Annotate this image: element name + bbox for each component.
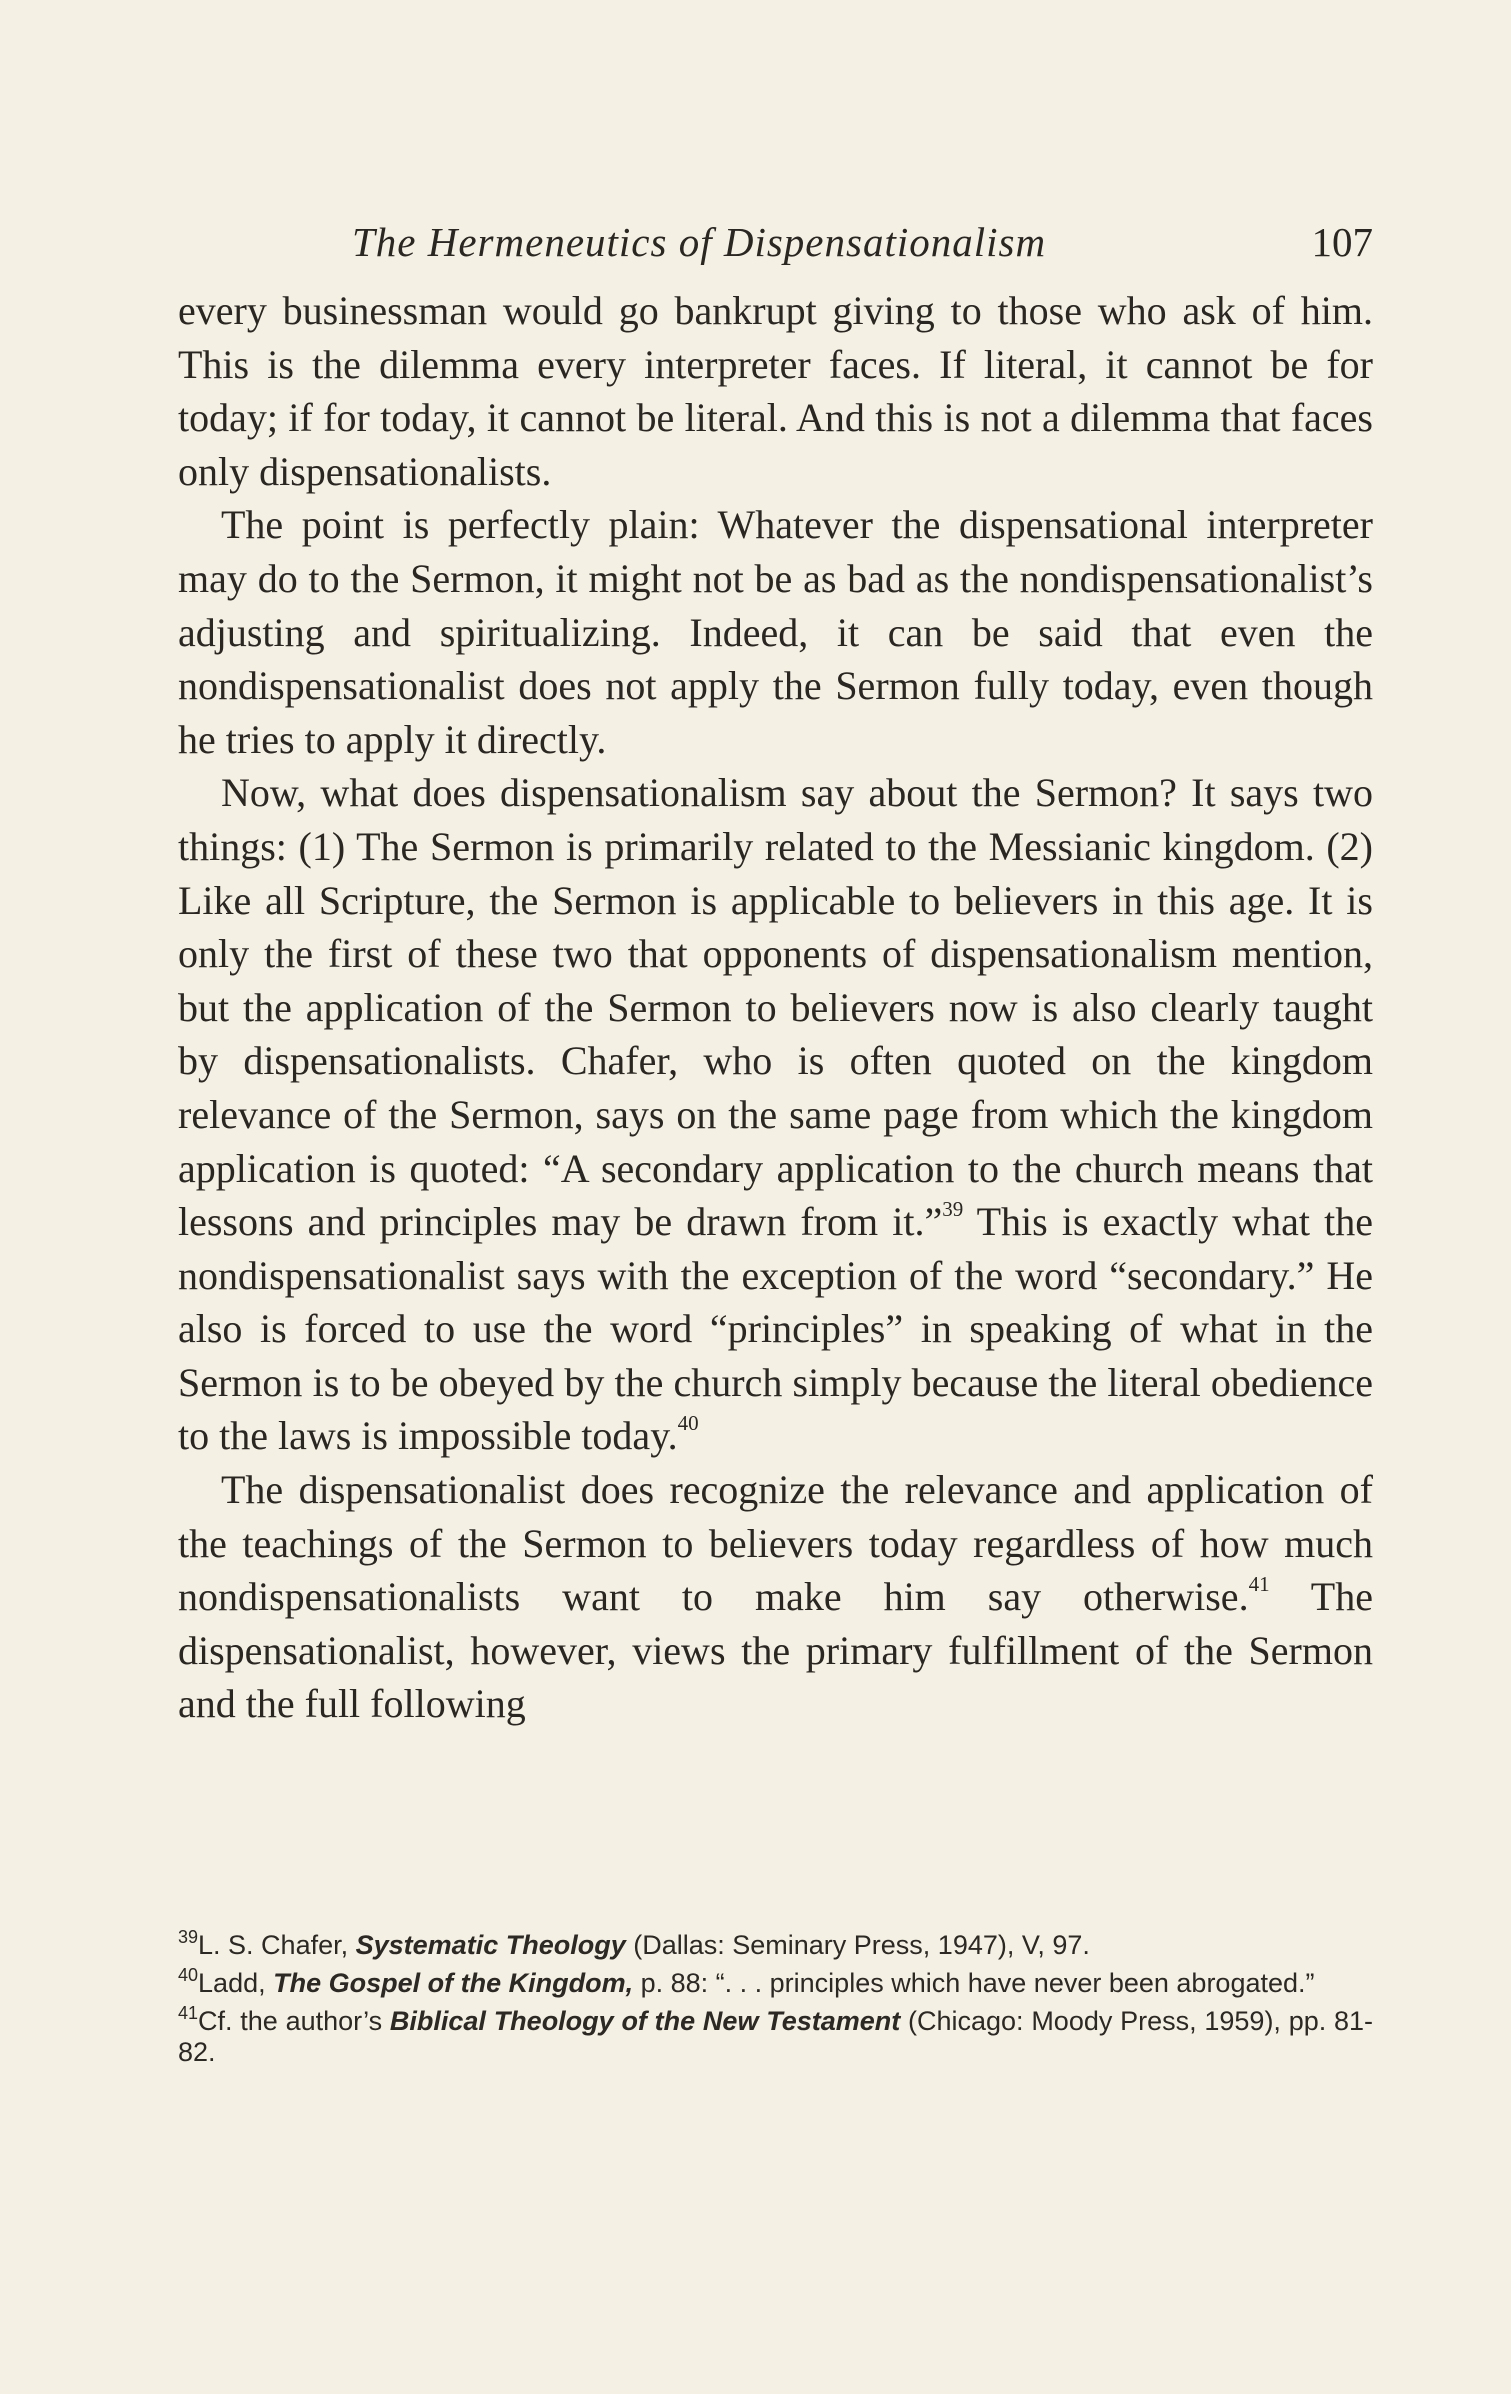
- page-number: 107: [1311, 219, 1373, 265]
- paragraph-3: [178, 766, 1373, 1463]
- footnote-ref-41: 41: [1248, 1572, 1270, 1597]
- paragraph-1: every businessman would go bankrupt giving to those who ask of him. This is the dilemma every interpreter faces. If literal, it cannot be for today; if for today, it cannot be literal. And this is not a dilemma that faces only dispensationalists.: [178, 288, 1373, 494]
- paragraph-3-text-b: This is exactly what the nondispensationalist says with the exception of the word “secondary.” He also is forced to use the word “principles” in speaking of what in the Sermon is to be obeyed by the church simply because the literal obedience to the laws is impossible today.: [178, 1199, 1373, 1459]
- footnote-ref-40: 40: [677, 1411, 699, 1436]
- footnote-39: [178, 1927, 1373, 1961]
- footnote-41-post: (Chicago: Moody Press, 1959), pp. 81-82.: [178, 2006, 1374, 2067]
- footnote-39-pre: L. S. Chafer,: [198, 1930, 356, 1960]
- footnote-39-title: Systematic Theology: [355, 1930, 626, 1960]
- body-text: [178, 284, 1373, 1731]
- footnote-39-number: 39: [178, 1927, 199, 1947]
- footnote-ref-39: 39: [942, 1197, 964, 1222]
- footnote-40-pre: Ladd,: [198, 1968, 274, 1998]
- footnotes: [178, 1927, 1374, 2075]
- running-title: The Hermeneutics of Dispensationalism: [352, 219, 1047, 265]
- footnote-40-title: The Gospel of the Kingdom,: [273, 1968, 634, 1998]
- paragraph-4-text-a: The dispensationalist does recognize the relevance and application of the teachings of the Sermon to believers today regardless of how much nondispensationalists want to make him say otherwise.: [178, 1467, 1373, 1620]
- footnote-40: [178, 1965, 1373, 1999]
- page-header: [178, 210, 1373, 274]
- paragraph-4-text-b: The dispensationalist, however, views the primary fulfillment of the Sermon and the full following: [178, 1574, 1373, 1727]
- footnote-41: [178, 2003, 1374, 2068]
- footnote-40-number: 40: [178, 1965, 199, 1985]
- paragraph-4: [178, 1463, 1373, 1731]
- footnote-41-title: Biblical Theology of the New Testament: [389, 2006, 901, 2036]
- footnote-41-pre: Cf. the author’s: [198, 2006, 390, 2036]
- footnote-40-post: p. 88: “. . . principles which have never been abrogated.”: [633, 1968, 1315, 1998]
- footnote-39-post: (Dallas: Seminary Press, 1947), V, 97.: [625, 1930, 1090, 1960]
- paragraph-3-text-a: Now, what does dispensationalism say about the Sermon? It says two things: (1) The Sermon is primarily related to the Messianic kingdom. (2) Like all Scripture, the Sermon is applicable to believers in this age. It is only the first of these two that opponents of dispensationalism mention, but the application of the Sermon to believers now is also clearly taught by dispensationalists. Chafer, who is often quoted on the kingdom relevance of the Sermon, says on the same page from which the kingdom application is quoted: “A secondary application to the church means that lessons and principles may be drawn from it.”: [178, 770, 1373, 1245]
- paragraph-2: The point is perfectly plain: Whatever the dispensational interpreter may do to the Sermon, it might not be as bad as the nondispensationalist’s adjusting and spiritualizing. Indeed, it can be said that even the nondispensationalist does not apply the Sermon fully today, even though he tries to apply it directly.: [178, 502, 1373, 762]
- footnote-41-number: 41: [178, 2003, 199, 2023]
